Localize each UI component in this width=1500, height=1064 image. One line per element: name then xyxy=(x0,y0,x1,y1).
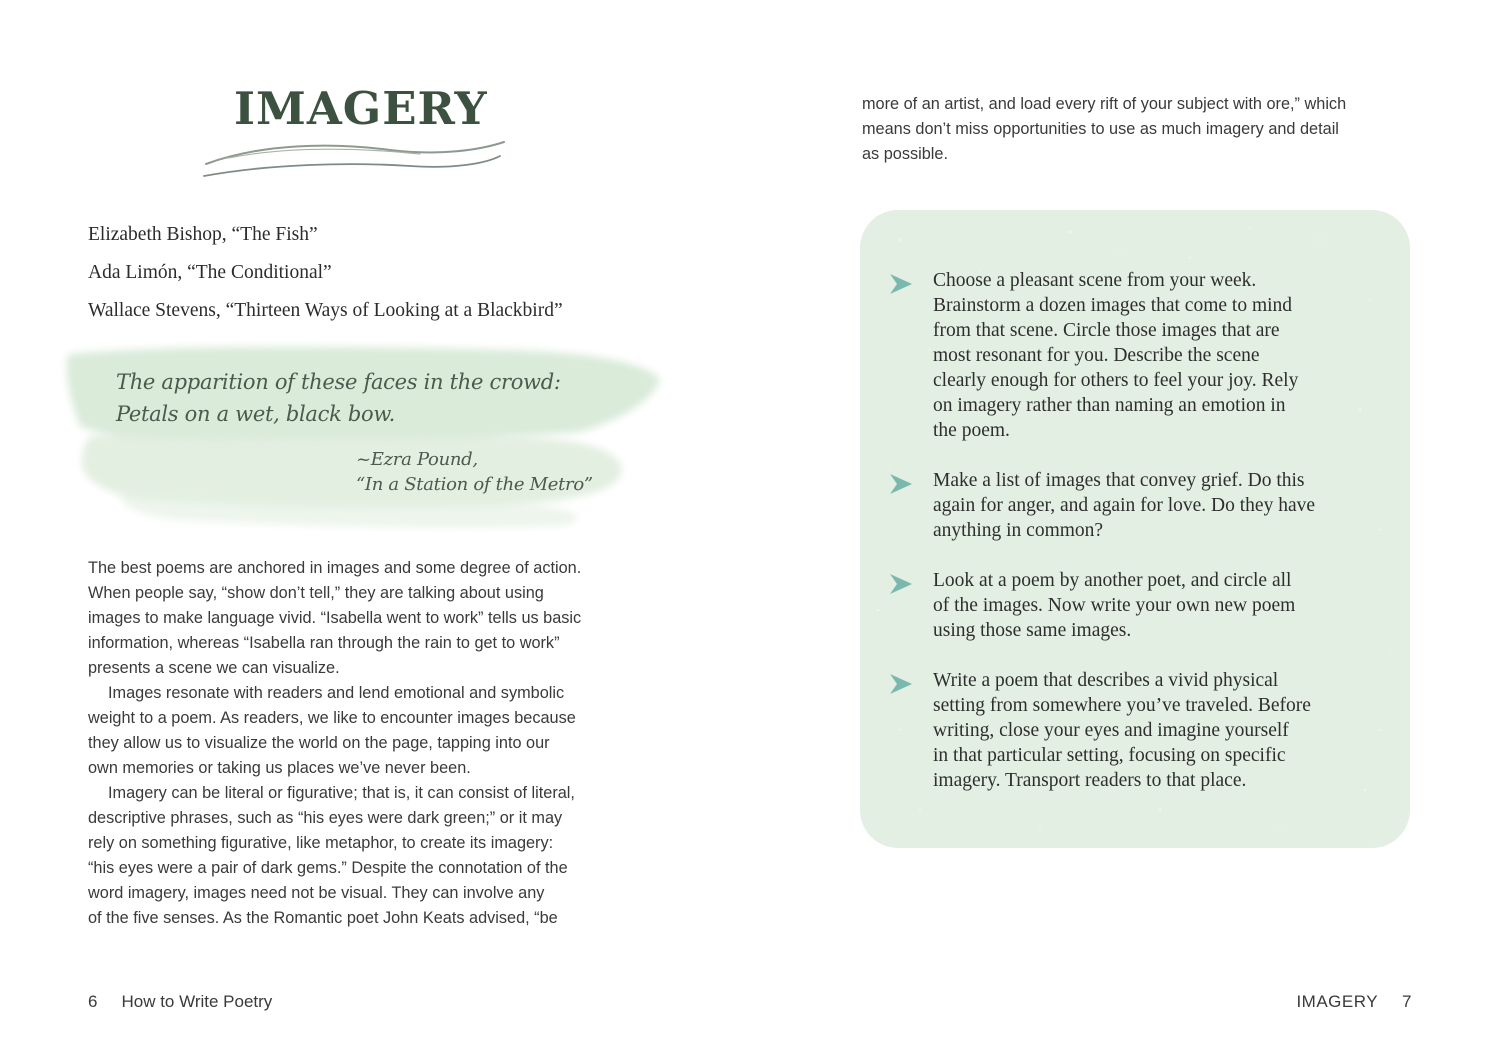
continued-body-text xyxy=(862,92,1346,167)
chevron-right-icon xyxy=(886,572,916,596)
body-line: word imagery, images need not be visual. They can involve any xyxy=(88,884,545,902)
body-line: weight to a poem. As readers, we like to encounter images because xyxy=(88,709,576,727)
suggested-reading-list xyxy=(88,216,563,330)
reading-item: Wallace Stevens, “Thirteen Ways of Looking at a Blackbird” xyxy=(88,300,563,321)
body-line: images to make language vivid. “Isabella went to work” tells us basic xyxy=(88,609,582,627)
quote-line: The apparition of these faces in the crowd: xyxy=(116,370,561,394)
body-text xyxy=(88,556,648,931)
body-line: information, whereas “Isabella ran through the rain to get to work” xyxy=(88,634,560,652)
exercise-line: Write a poem that describes a vivid physical xyxy=(933,670,1279,691)
exercise-line: clearly enough for others to feel your joy. Rely xyxy=(933,370,1299,391)
exercise-line: most resonant for you. Describe the scene xyxy=(933,345,1260,366)
body-line: Images resonate with readers and lend emotional and symbolic xyxy=(108,684,565,702)
exercise-line: Make a list of images that convey grief. Do this xyxy=(933,470,1305,491)
body-line: The best poems are anchored in images and some degree of action. xyxy=(88,559,582,577)
chevron-right-icon xyxy=(886,472,916,496)
body-line: as possible. xyxy=(862,145,948,163)
running-title: IMAGERY xyxy=(1296,992,1379,1011)
exercise-line: Choose a pleasant scene from your week. xyxy=(933,270,1257,291)
exercise-line: writing, close your eyes and imagine yourself xyxy=(933,720,1289,741)
exercise-box xyxy=(860,210,1410,848)
quote-attribution-work: “In a Station of the Metro” xyxy=(356,474,593,495)
quote-attribution-author: ~Ezra Pound, xyxy=(356,449,478,470)
exercise-line: from that scene. Circle those images that are xyxy=(933,320,1280,341)
body-line: rely on something figurative, like metaphor, to create its imagery: xyxy=(88,834,554,852)
quote-line: Petals on a wet, black bow. xyxy=(116,402,395,426)
exercise-line: the poem. xyxy=(933,420,1010,441)
footer-left xyxy=(88,992,272,1012)
exercise-line: again for anger, and again for love. Do they have xyxy=(933,495,1316,516)
body-line: of the five senses. As the Romantic poet John Keats advised, “be xyxy=(88,909,558,927)
reading-item: Ada Limón, “The Conditional” xyxy=(88,262,332,283)
exercise-line: in that particular setting, focusing on specific xyxy=(933,745,1286,766)
body-line: means don’t miss opportunities to use as much imagery and detail xyxy=(862,120,1339,138)
exercise-line: imagery. Transport readers to that place. xyxy=(933,770,1247,791)
exercise-line: of the images. Now write your own new poem xyxy=(933,595,1296,616)
exercise-line: anything in common? xyxy=(933,520,1104,541)
page-number: 6 xyxy=(88,992,98,1011)
body-line: presents a scene we can visualize. xyxy=(88,659,340,677)
page-number: 7 xyxy=(1402,992,1412,1011)
chevron-right-icon xyxy=(886,272,916,296)
running-title: How to Write Poetry xyxy=(121,992,273,1011)
body-line: own memories or taking us places we’ve never been. xyxy=(88,759,471,777)
body-line: Imagery can be literal or figurative; that is, it can consist of literal, xyxy=(108,784,575,802)
body-line: they allow us to visualize the world on the page, tapping into our xyxy=(88,734,550,752)
exercise-line: using those same images. xyxy=(933,620,1132,641)
body-line: more of an artist, and load every rift of your subject with ore,” which xyxy=(862,95,1347,113)
reading-item: Elizabeth Bishop, “The Fish” xyxy=(88,224,318,245)
exercise-line: setting from somewhere you’ve traveled. Before xyxy=(933,695,1311,716)
exercise-line: on imagery rather than naming an emotion in xyxy=(933,395,1286,416)
footer-right xyxy=(1296,992,1412,1012)
chevron-right-icon xyxy=(886,672,916,696)
exercise-line: Look at a poem by another poet, and circle all xyxy=(933,570,1292,591)
title-swash-ornament xyxy=(200,136,510,180)
body-line: When people say, “show don’t tell,” they are talking about using xyxy=(88,584,544,602)
body-line: descriptive phrases, such as “his eyes were dark green;” or it may xyxy=(88,809,563,827)
exercise-line: Brainstorm a dozen images that come to mind xyxy=(933,295,1293,316)
chapter-title: IMAGERY xyxy=(234,82,488,135)
body-line: “his eyes were a pair of dark gems.” Despite the connotation of the xyxy=(88,859,568,877)
